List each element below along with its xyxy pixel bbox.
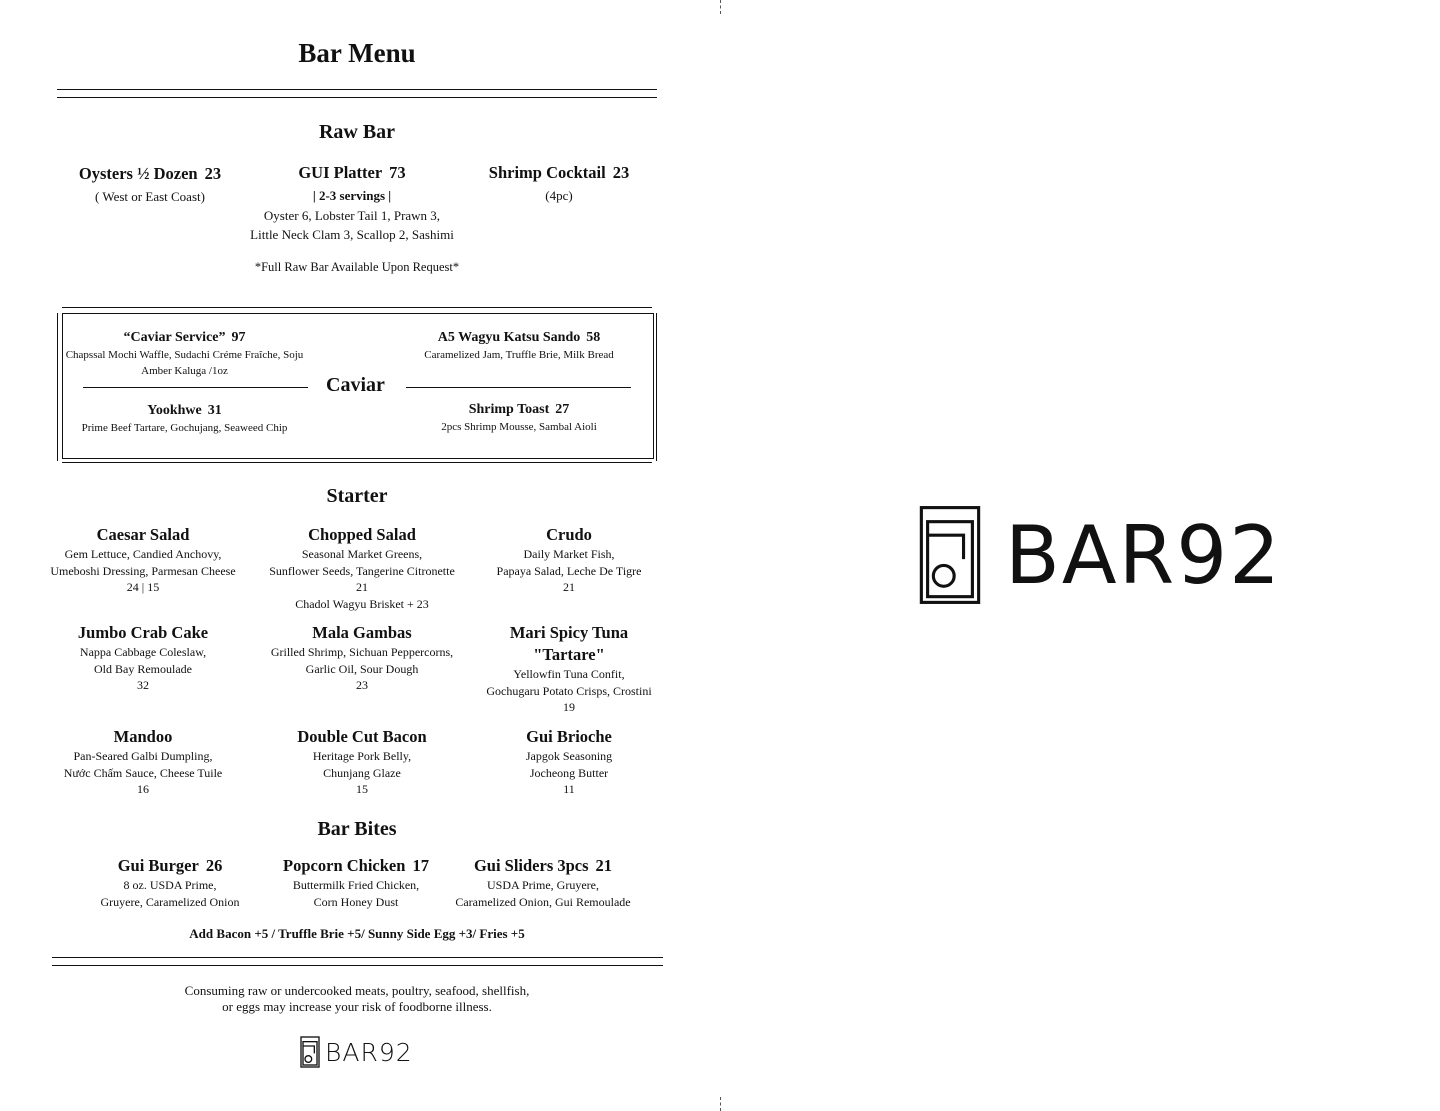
caviar-rule-right bbox=[656, 313, 657, 461]
brand-mark-icon-large bbox=[917, 505, 983, 605]
caviar-rule-left bbox=[57, 313, 58, 461]
section-title-bar-bites: Bar Bites bbox=[317, 818, 397, 840]
section-title-raw-bar: Raw Bar bbox=[318, 121, 396, 143]
menu-item-crudo: Crudo Daily Market Fish, Papaya Salad, Leche De Tigre 21 bbox=[496, 525, 642, 594]
caviar-divider-right bbox=[406, 387, 631, 388]
title-rule-top bbox=[57, 89, 657, 90]
menu-item-caesar-salad: Caesar Salad Gem Lettuce, Candied Anchovy, Umeboshi Dressing, Parmesan Cheese 24 | 15 bbox=[50, 525, 236, 594]
caviar-item-caviar-service: “Caviar Service” 97 Chapssal Mochi Waffle, Sudachi Créme Fraîche, Soju Amber Kaluga /1oz bbox=[65, 330, 304, 377]
section-title-caviar: Caviar bbox=[326, 374, 385, 396]
brand-logo-text-large: BAR92 bbox=[1005, 508, 1282, 602]
caviar-divider-left bbox=[83, 387, 308, 388]
menu-item-popcorn-chicken: Popcorn Chicken 17 Buttermilk Fried Chicken, Corn Honey Dust bbox=[283, 856, 429, 909]
menu-item-gui-sliders: Gui Sliders 3pcs 21 USDA Prime, Gruyere, Caramelized Onion, Gui Remoulade bbox=[455, 856, 631, 909]
caviar-rule-top bbox=[62, 307, 652, 308]
fold-mark-bottom bbox=[720, 1097, 721, 1111]
footer-rule-bottom bbox=[52, 965, 663, 966]
menu-item-double-cut-bacon: Double Cut Bacon Heritage Pork Belly, Chunjang Glaze 15 bbox=[297, 727, 427, 796]
menu-item-mala-gambas: Mala Gambas Grilled Shrimp, Sichuan Peppercorns, Garlic Oil, Sour Dough 23 bbox=[270, 623, 454, 692]
menu-item-mandoo: Mandoo Pan-Seared Galbi Dumpling, Nước Chấm Sauce, Cheese Tuile 16 bbox=[63, 727, 223, 796]
raw-bar-note: *Full Raw Bar Available Upon Request* bbox=[254, 260, 460, 274]
menu-item-oysters: Oysters ½ Dozen 23 ( West or East Coast) bbox=[78, 164, 222, 204]
footer-rule-top bbox=[52, 957, 663, 958]
brand-mark-icon bbox=[300, 1036, 320, 1068]
menu-item-chopped-salad: Chopped Salad Seasonal Market Greens, Sunflower Seeds, Tangerine Citronette 21 Chadol Wagyu Brisket + 23 bbox=[269, 525, 455, 611]
fold-mark-top bbox=[720, 0, 721, 14]
menu-item-gui-platter: GUI Platter 73 | 2-3 servings | Oyster 6, Lobster Tail 1, Prawn 3, Little Neck Clam 3, Scallop 2, Sashimi bbox=[250, 163, 454, 242]
title-rule-bottom bbox=[57, 97, 657, 98]
brand-logo-large bbox=[917, 505, 1282, 605]
bar-bites-add-ons: Add Bacon +5 / Truffle Brie +5/ Sunny Side Egg +3/ Fries +5 bbox=[189, 926, 525, 941]
brand-logo-small bbox=[300, 1036, 413, 1068]
menu-item-mari-spicy-tuna: Mari Spicy Tuna "Tartare" Yellowfin Tuna Confit, Gochugaru Potato Crisps, Crostini 19 bbox=[486, 623, 652, 714]
food-safety-disclaimer: Consuming raw or undercooked meats, poultry, seafood, shellfish, or eggs may increase your risk of foodborne illness. bbox=[184, 983, 530, 1014]
menu-item-gui-brioche: Gui Brioche Japgok Seasoning Jocheong Butter 11 bbox=[525, 727, 613, 796]
menu-item-gui-burger: Gui Burger 26 8 oz. USDA Prime, Gruyere, Caramelized Onion bbox=[100, 856, 240, 909]
brand-logo-text: BAR92 bbox=[325, 1037, 413, 1067]
caviar-item-a5-wagyu: A5 Wagyu Katsu Sando 58 Caramelized Jam, Truffle Brie, Milk Bread bbox=[424, 330, 614, 361]
menu-title: Bar Menu bbox=[298, 38, 416, 68]
caviar-item-yookhwe: Yookhwe 31 Prime Beef Tartare, Gochujang, Seaweed Chip bbox=[81, 403, 288, 434]
menu-item-shrimp-cocktail: Shrimp Cocktail 23 (4pc) bbox=[488, 163, 630, 203]
menu-item-jumbo-crab-cake: Jumbo Crab Cake Nappa Cabbage Coleslaw, Old Bay Remoulade 32 bbox=[77, 623, 209, 692]
caviar-rule-bottom bbox=[62, 462, 652, 463]
section-title-starter: Starter bbox=[326, 485, 388, 507]
caviar-item-shrimp-toast: Shrimp Toast 27 2pcs Shrimp Mousse, Sambal Aioli bbox=[441, 402, 597, 433]
